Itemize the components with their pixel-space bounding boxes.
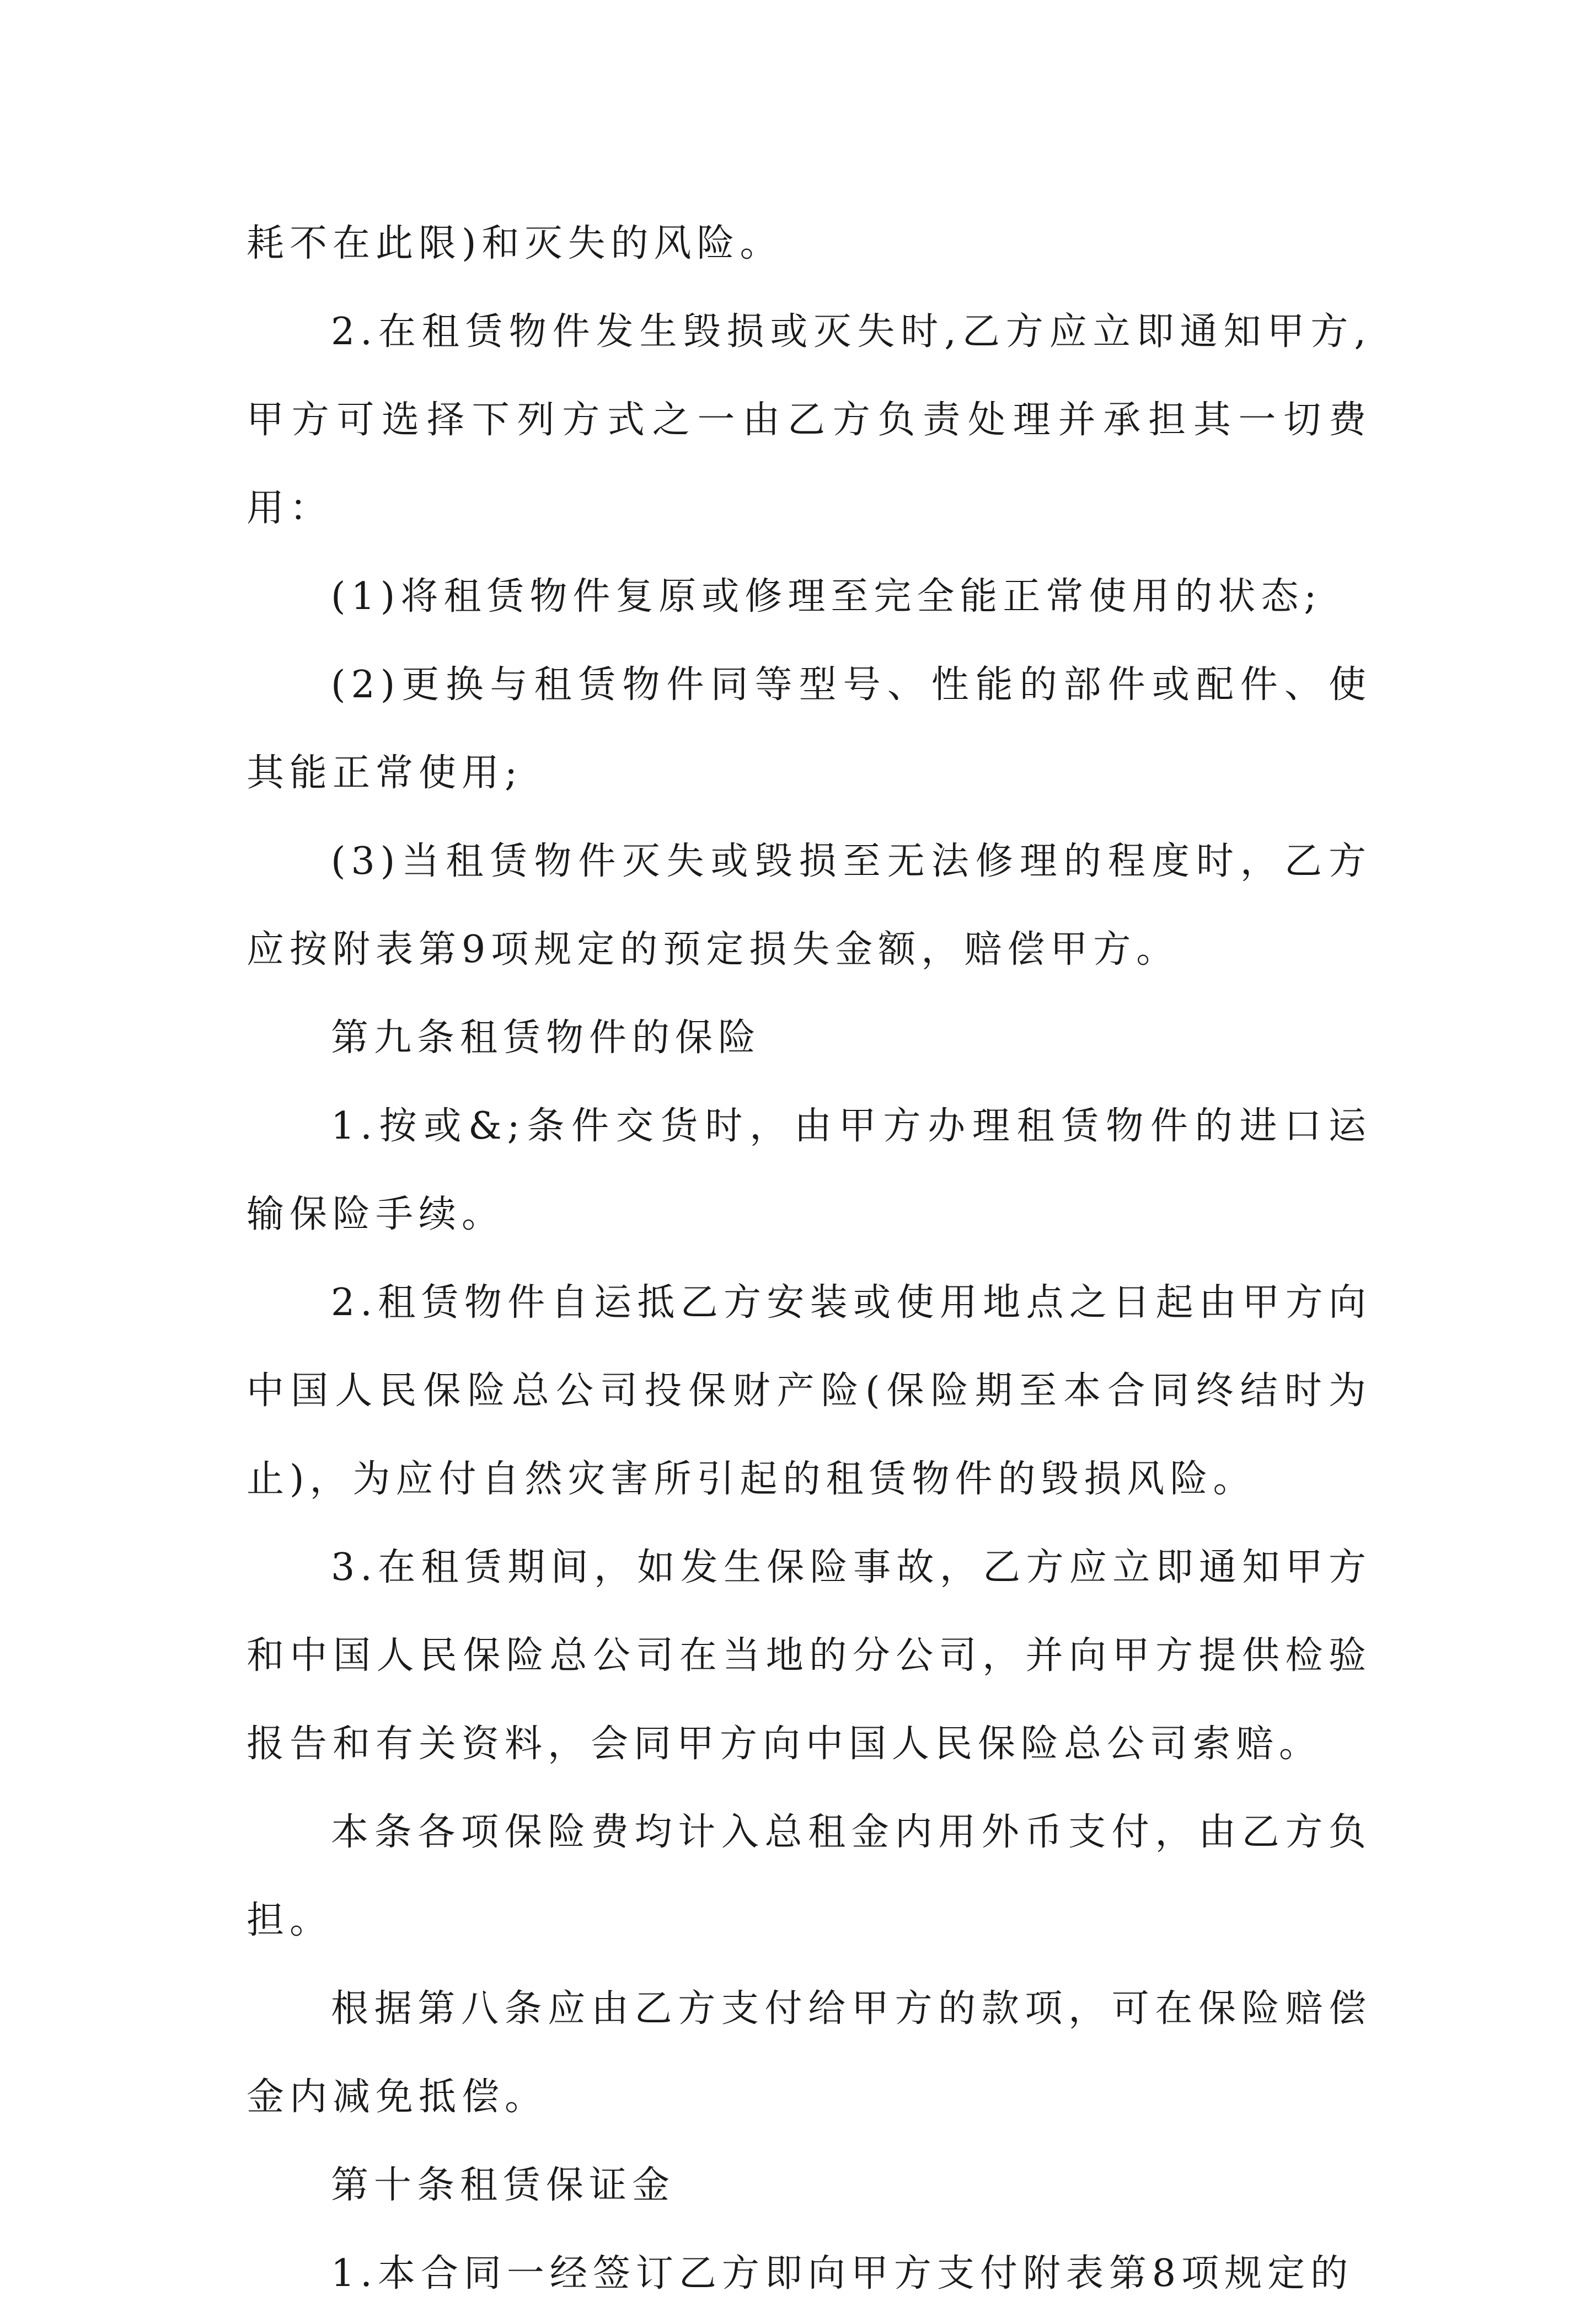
paragraph-option-3: (3)当租赁物件灭失或毁损至无法修理的程度时，乙方应按附表第9项规定的预定损失金额，赔偿甲方。	[247, 840, 1372, 971]
paragraph-insurance-1: 1.按或&;条件交货时，由甲方办理租赁物件的进口运输保险手续。	[247, 1104, 1372, 1236]
paragraph-insurance-offset: 根据第八条应由乙方支付给甲方的款项，可在保险赔偿金内减免抵偿。	[247, 1987, 1372, 2119]
paragraph-risk-tail: 耗不在此限)和灭失的风险。	[247, 222, 783, 265]
paragraph-damage-notice: 2.在租赁物件发生毁损或灭失时,乙方应立即通知甲方,甲方可选择下列方式之一由乙方负责处理并承担其一切费用：	[247, 310, 1372, 530]
document-body	[247, 200, 1372, 2318]
section-heading-deposit: 第十条租赁保证金	[331, 2164, 676, 2207]
paragraph-insurance-fee: 本条各项保险费均计入总租金内用外币支付，由乙方负担。	[247, 1810, 1372, 1942]
paragraph-insurance-3: 3.在租赁期间，如发生保险事故，乙方应立即通知甲方和中国人民保险总公司在当地的分公司，并向甲方提供检验报告和有关资料，会同甲方向中国人民保险总公司索赔。	[247, 1546, 1372, 1766]
paragraph-option-1: (1)将租赁物件复原或修理至完全能正常使用的状态;	[331, 575, 1322, 618]
section-heading-insurance: 第九条租赁物件的保险	[331, 1016, 762, 1060]
paragraph-insurance-2: 2.租赁物件自运抵乙方安装或使用地点之日起由甲方向中国人民保险总公司投保财产险(保险期至本合同终结时为止)，为应付自然灾害所引起的租赁物件的毁损风险。	[247, 1281, 1372, 1501]
paragraph-deposit-1: 1.本合同一经签订乙方即向甲方支付附表第8项规定的	[331, 2252, 1354, 2295]
paragraph-option-2: (2)更换与租赁物件同等型号、性能的部件或配件、使其能正常使用;	[247, 663, 1372, 795]
